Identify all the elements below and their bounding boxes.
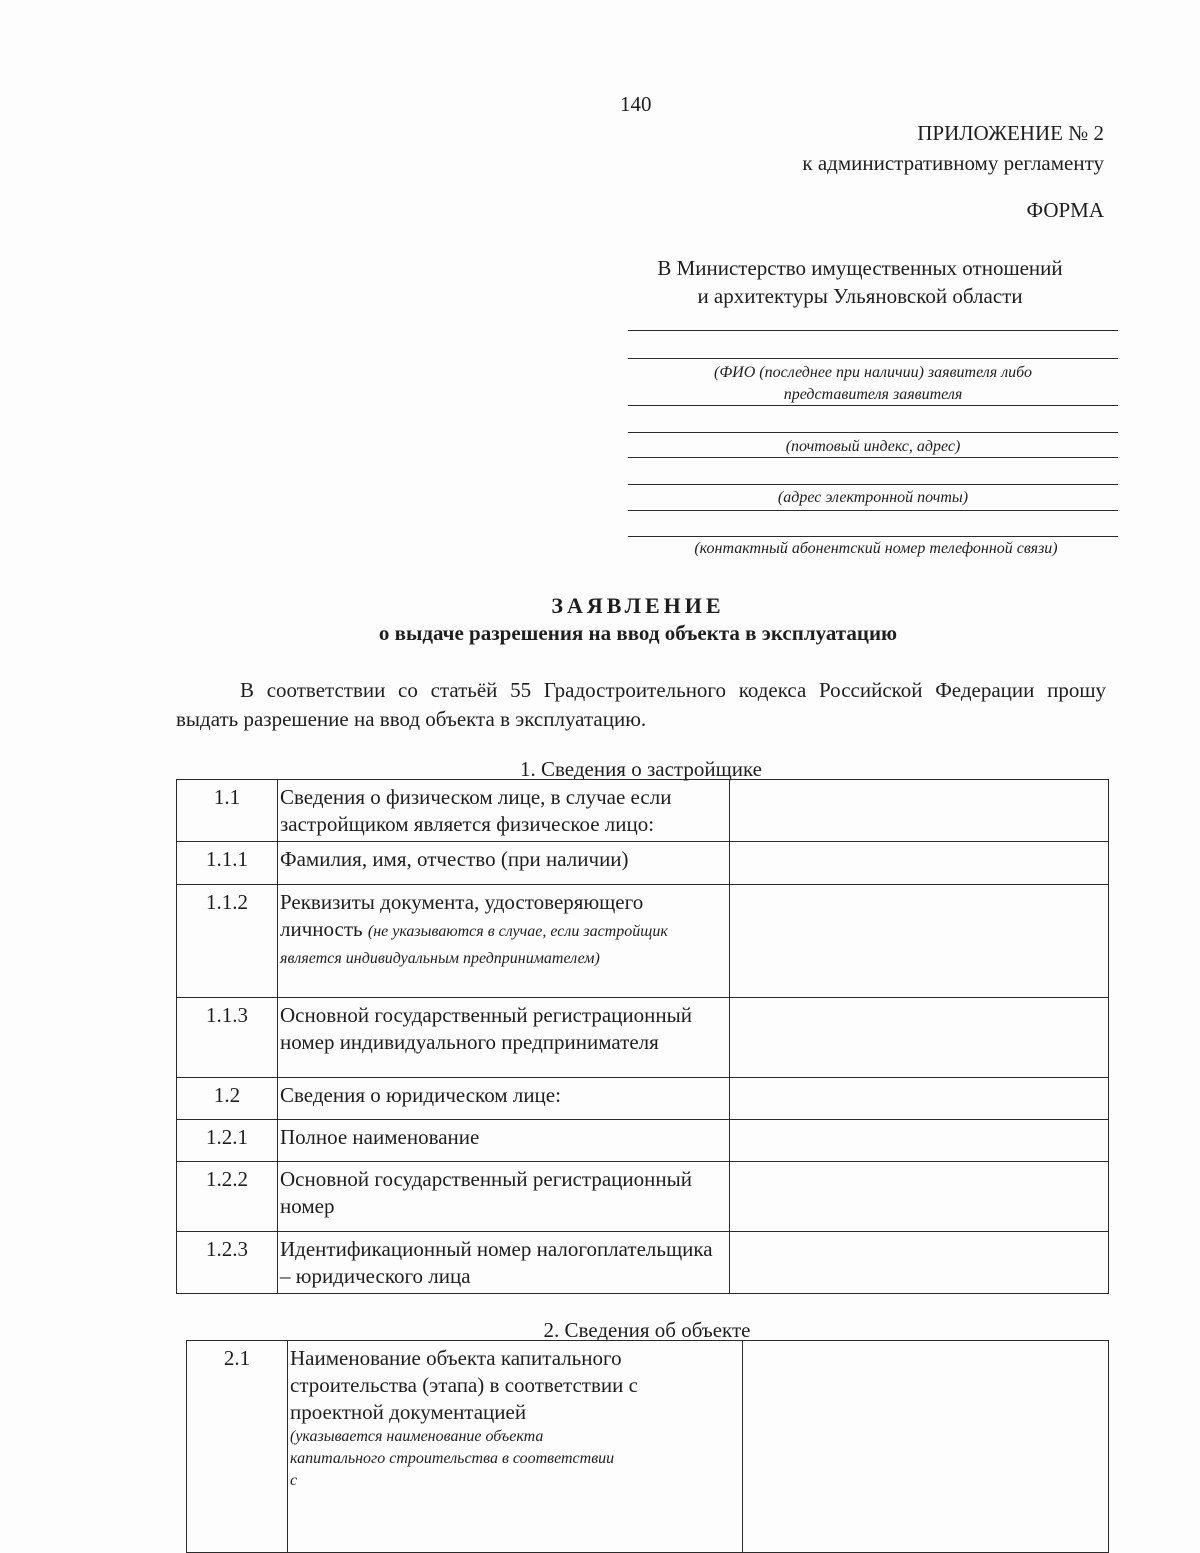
address-input-line[interactable] (628, 432, 1118, 433)
row-number: 1.1 (177, 780, 278, 842)
table-row (177, 885, 1109, 998)
document-subtitle: о выдаче разрешения на ввод объекта в эксплуатацию (378, 621, 898, 645)
row-label-cell (288, 1341, 743, 1553)
table-row (177, 998, 1109, 1078)
fio-caption-line-2: представителя заявителя (783, 386, 963, 403)
table-row (177, 780, 1109, 842)
appendix-title: ПРИЛОЖЕНИЕ № 2 (917, 121, 1104, 145)
email-input-line[interactable] (628, 484, 1118, 485)
section-1-heading: 1. Сведения о застройщике (519, 757, 762, 781)
fio-caption (628, 362, 1118, 406)
row-value-field[interactable] (730, 1120, 1109, 1162)
row-number: 1.2.3 (177, 1232, 278, 1294)
row-label: Сведения о физическом лице, в случае если застройщиком является физическое лицо: (278, 780, 730, 842)
addressee-block (600, 254, 1120, 310)
row-value-field[interactable] (730, 842, 1109, 885)
row-value-field[interactable] (743, 1341, 1109, 1553)
table-row (187, 1341, 1109, 1553)
row-number: 1.2.2 (177, 1162, 278, 1232)
table-row (177, 1120, 1109, 1162)
row-label: Идентификационный номер налогоплательщика – юридического лица (278, 1232, 730, 1294)
fio-input-line[interactable] (628, 330, 1118, 331)
appendix-block (802, 118, 1104, 178)
page-number: 140 (620, 92, 652, 116)
address-caption: (почтовый индекс, адрес) (785, 438, 961, 455)
row-number: 2.1 (187, 1341, 288, 1553)
row-label-cell (278, 885, 730, 998)
row-value-field[interactable] (730, 780, 1109, 842)
row-value-field[interactable] (730, 885, 1109, 998)
row-value-field[interactable] (730, 1232, 1109, 1294)
row-value-field[interactable] (730, 1162, 1109, 1232)
intro-paragraph: В соответствии со статьёй 55 Градостроительного кодекса Российской Федерации прошу выдать разрешение на ввод объекта в эксплуатацию. (176, 678, 1106, 731)
phone-caption: (контактный абонентский номер телефонной связи) (694, 540, 1058, 557)
table-row (177, 1162, 1109, 1232)
representative-input-line[interactable] (628, 405, 1118, 406)
row-value-field[interactable] (730, 998, 1109, 1078)
row-number: 1.1.2 (177, 885, 278, 998)
row-label: Сведения о юридическом лице: (278, 1078, 730, 1120)
row-label: Основной государственный регистрационный номер (278, 1162, 730, 1232)
address-input-line[interactable] (628, 457, 1118, 458)
fio-caption-line-1: (ФИО (последнее при наличии) заявителя либо (713, 364, 1033, 381)
row-number: 1.2 (177, 1078, 278, 1120)
ministry-line-2: и архитектуры Ульяновской области (697, 284, 1023, 308)
section-1-table (176, 779, 1109, 1294)
form-label: ФОРМА (1026, 198, 1104, 222)
phone-input-line[interactable] (628, 536, 1118, 537)
row-note: (не указываются в случае, если застройщик является индивидуальным предпринимателем) (280, 923, 668, 967)
section-2-heading: 2. Сведения об объекте (543, 1318, 751, 1342)
document-title: ЗАЯВЛЕНИЕ (551, 593, 725, 618)
section-2-table (186, 1340, 1109, 1553)
regulation-ref: к административному регламенту (802, 151, 1104, 175)
row-number: 1.1.1 (177, 842, 278, 885)
row-label: Реквизиты документа, удостоверяющего личность (280, 890, 644, 941)
row-number: 1.1.3 (177, 998, 278, 1078)
email-input-line[interactable] (628, 510, 1118, 511)
row-label: Полное наименование (278, 1120, 730, 1162)
table-row (177, 842, 1109, 885)
fio-input-line[interactable] (628, 358, 1118, 359)
ministry-line-1: В Министерство имущественных отношений (657, 256, 1063, 280)
email-caption: (адрес электронной почты) (777, 489, 969, 506)
row-note: (указывается наименование объекта капитального строительства в соответствии с (290, 1428, 615, 1489)
row-label: Наименование объекта капитального строительства (этапа) в соответствии с проектной документацией (290, 1346, 638, 1424)
row-label: Основной государственный регистрационный номер индивидуального предпринимателя (278, 998, 730, 1078)
row-value-field[interactable] (730, 1078, 1109, 1120)
row-label: Фамилия, имя, отчество (при наличии) (278, 842, 730, 885)
table-row (177, 1232, 1109, 1294)
row-number: 1.2.1 (177, 1120, 278, 1162)
table-row (177, 1078, 1109, 1120)
